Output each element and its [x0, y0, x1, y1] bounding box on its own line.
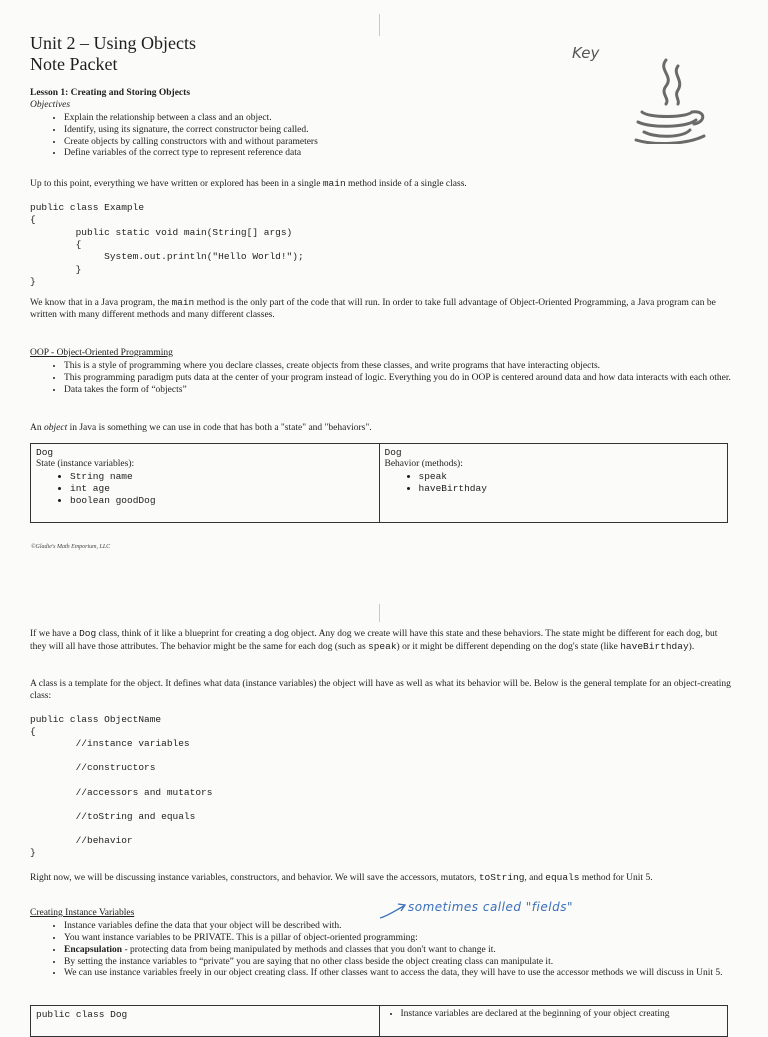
list-item: • Identify, using its signature, the correct constructor being called.: [64, 125, 735, 137]
page-title: [30, 33, 196, 75]
list-item: • This is a style of programming where you declare classes, create objects from these classes, and write programs that have interacting objects.: [64, 361, 735, 373]
template-paragraph: A class is a template for the object. It defines what data (instance variables) the object will have as well as what its behavior will be. Below is the general template for an object-creating class:: [30, 679, 731, 701]
fold-mark: [379, 604, 380, 622]
title-line-1: Unit 2 – Using Objects: [30, 33, 196, 53]
objectives-label: Objectives: [30, 99, 71, 110]
dog-class-table: [30, 1005, 728, 1037]
list-item: • Encapsulation - protecting data from being manipulated by methods and classes that you don't want to change it.: [64, 945, 735, 957]
dog-state-cell: Dog State (instance variables): • String name • int age • boolean goodDog: [31, 444, 379, 522]
oop-heading: OOP - Object-Oriented Programming: [30, 348, 173, 358]
list-item: • This programming paradigm puts data at the center of your program instead of logic. Everything you do in OOP is centered around data and how data interacts with each other.: [64, 373, 735, 385]
oop-section: [30, 348, 735, 397]
discussion-paragraph: Right now, we will be discussing instance variables, constructors, and behavior. We will save the accessors, mutators, toString, and equals method for Unit 5.: [30, 872, 653, 883]
oop-list: [30, 361, 735, 397]
instance-variables-section: [30, 908, 735, 980]
fold-mark: [379, 14, 380, 36]
list-item: • Instance variables define the data that your object will be described with.: [64, 921, 735, 933]
list-item: • haveBirthday: [419, 483, 723, 495]
list-item: • Data takes the form of “objects”: [64, 385, 735, 397]
list-item: • Explain the relationship between a class and an object.: [64, 113, 735, 125]
copyright: ©Gladie's Math Emporium, LLC: [31, 544, 111, 550]
intro-paragraph: Up to this point, everything we have written or explored has been in a single main method inside of a single class.: [30, 178, 467, 189]
civ-list: [30, 921, 735, 980]
objectives-list: [30, 113, 735, 161]
object-definition: An object in Java is something we can use in code that has both a "state" and "behaviors".: [30, 423, 372, 433]
list-item: • Define variables of the correct type to represent reference data: [64, 148, 735, 160]
inline-code: main: [322, 178, 346, 189]
list-item: • Instance variables are declared at the beginning of your object creating: [401, 1009, 723, 1021]
civ-heading: Creating Instance Variables: [30, 908, 135, 918]
class-blueprint-paragraph: If we have a Dog class, think of it like a blueprint for creating a dog object. Any dog we create will have this state and these behaviors. The state might be different for each dog, but they will all have those attributes. The behavior might be the same for each dog (such as speak) or it might be different depending on the dog's state (like haveBirthday).: [30, 628, 718, 652]
list-item: • By setting the instance variables to “private” you are saying that no other class beside the object creating class can manipulate it.: [64, 957, 735, 969]
example-code-block: public class Example { public static void main(String[] args) { System.out.println("Hello World!"); } }: [30, 202, 304, 288]
dog-class-code: public class Dog: [36, 1009, 128, 1020]
dog-behavior-cell: Dog Behavior (methods): • speak • haveBirthday: [379, 444, 728, 522]
handwritten-key: Key: [572, 44, 600, 62]
list-item: • String name: [70, 471, 374, 483]
lesson-section: [30, 88, 735, 160]
dog-table: [30, 443, 728, 523]
title-line-2: Note Packet: [30, 54, 118, 74]
program-paragraph: We know that in a Java program, the main method is the only part of the code that will run. In order to take full advantage of Object-Oriented Programming, a Java program can be written with many different methods and many different classes.: [30, 297, 716, 320]
handwritten-note: sometimes called "fields": [408, 900, 573, 915]
template-code-block: public class ObjectName { //instance variables //constructors //accessors and mutators //toString and equals //behavior }: [30, 714, 213, 859]
list-item: • boolean goodDog: [70, 495, 374, 507]
inline-code: main: [171, 297, 195, 308]
list-item: • Create objects by calling constructors with and without parameters: [64, 137, 735, 149]
list-item: • We can use instance variables freely in our object creating class. If other classes want to access the data, they will have to use the accessor methods we will discuss in Unit 5.: [64, 968, 735, 980]
list-item: • speak: [419, 471, 723, 483]
list-item: • You want instance variables to be PRIVATE. This is a pillar of object-oriented programming:: [64, 933, 735, 945]
list-item: • int age: [70, 483, 374, 495]
lesson-heading: Lesson 1: Creating and Storing Objects: [30, 88, 191, 98]
